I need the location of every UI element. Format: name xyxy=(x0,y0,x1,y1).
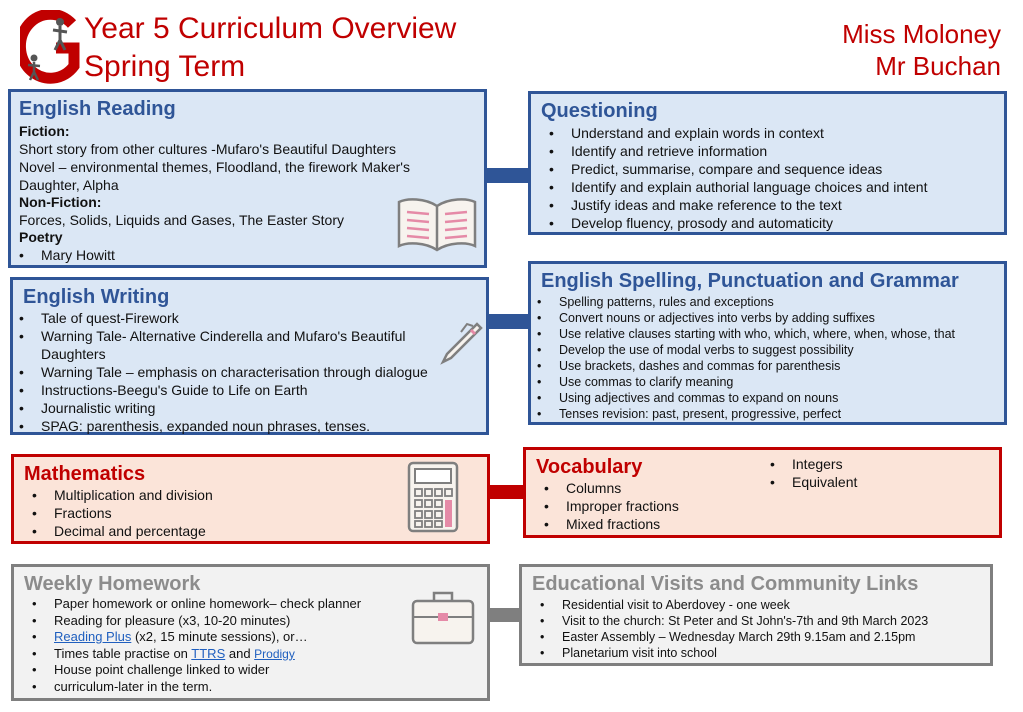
nonfiction-text: Forces, Solids, Liquids and Gases, The Easter Story xyxy=(19,212,345,228)
homework-item: • Reading for pleasure (x3, 10-20 minutes) xyxy=(54,613,477,630)
spag-item: • Spelling patterns, rules and exceptions xyxy=(559,294,994,310)
reading-plus-link[interactable]: Reading Plus xyxy=(54,629,132,644)
visits-item: • Planetarium visit into school xyxy=(562,645,980,661)
writing-item: • SPAG: parenthesis, expanded noun phrases, tenses. xyxy=(41,417,476,435)
vocab-item: • Improper fractions xyxy=(566,497,989,515)
mathematics-title: Mathematics xyxy=(24,463,146,485)
english-reading-panel xyxy=(8,89,487,268)
poetry-item: • Mary Howitt xyxy=(41,246,476,264)
connector-maths-vocab xyxy=(490,485,524,499)
questioning-item: • Understand and explain words in context xyxy=(571,124,994,142)
maths-item: • Decimal and percentage xyxy=(54,522,477,540)
title-line-1: Year 5 Curriculum Overview xyxy=(84,12,457,45)
visits-panel xyxy=(519,564,993,666)
open-book-icon xyxy=(395,196,479,259)
homework-item-text: and xyxy=(225,645,255,661)
writing-item: • Tale of quest-Firework xyxy=(41,309,476,327)
fiction-line-1: Short story from other cultures -Mufaro's Beautiful Daughters xyxy=(19,141,396,157)
teacher-name-2: Mr Buchan xyxy=(875,51,1001,81)
vocabulary-title: Vocabulary xyxy=(536,456,643,478)
questioning-item: • Identify and explain authorial language choices and intent xyxy=(571,178,994,196)
teachers xyxy=(842,18,1001,82)
fiction-label: Fiction: xyxy=(19,123,70,139)
spag-item: • Use relative clauses starting with who, which, where, when, whose, that xyxy=(559,326,994,342)
english-writing-panel xyxy=(10,277,489,435)
connector-reading-questioning xyxy=(487,168,529,183)
fiction-line-3: Daughter, Alpha xyxy=(19,177,119,193)
maths-item: • Multiplication and division xyxy=(54,486,477,504)
writing-item: • Warning Tale- Alternative Cinderella and Mufaro's Beautiful Daughters xyxy=(41,327,441,363)
spag-item: • Convert nouns or adjectives into verbs by adding suffixes xyxy=(559,310,994,326)
spag-item: • Develop the use of modal verbs to suggest possibility xyxy=(559,342,994,358)
connector-homework-visits xyxy=(490,608,520,622)
spag-item: • Use brackets, dashes and commas for parenthesis xyxy=(559,358,994,374)
questioning-item: • Develop fluency, prosody and automaticity xyxy=(571,214,994,232)
spag-item: • Using adjectives and commas to expand on nouns xyxy=(559,390,994,406)
vocab-item: • Equivalent xyxy=(792,473,857,491)
questioning-item: • Justify ideas and make reference to the text xyxy=(571,196,994,214)
poetry-label: Poetry xyxy=(19,229,63,245)
homework-item: • House point challenge linked to wider xyxy=(54,662,477,679)
questioning-panel xyxy=(528,91,1007,235)
vocab-item: • Mixed fractions xyxy=(566,515,989,533)
questioning-item: • Identify and retrieve information xyxy=(571,142,994,160)
questioning-title: Questioning xyxy=(541,100,658,122)
homework-item: • Paper homework or online homework– check planner xyxy=(54,596,477,613)
school-logo xyxy=(20,10,82,84)
homework-item-text: Times table practise on xyxy=(54,645,192,661)
maths-item: • Fractions xyxy=(54,504,477,522)
logo-g-icon xyxy=(20,10,82,84)
page-title xyxy=(84,10,456,86)
visits-title: Educational Visits and Community Links xyxy=(532,573,919,595)
visits-item: • Residential visit to Aberdovey - one week xyxy=(562,597,980,613)
writing-item: • Instructions-Beegu's Guide to Life on Earth xyxy=(41,381,476,399)
teacher-name-1: Miss Moloney xyxy=(842,19,1001,49)
english-writing-title: English Writing xyxy=(23,286,170,308)
writing-item: • Journalistic writing xyxy=(41,399,476,417)
homework-item-text: (x2, 15 minute sessions), or… xyxy=(131,629,308,644)
spag-item: • Tenses revision: past, present, progressive, perfect xyxy=(559,406,994,422)
homework-title: Weekly Homework xyxy=(24,573,201,595)
briefcase-icon xyxy=(410,587,476,652)
fiction-line-2: Novel – environmental themes, Floodland, the firework Maker's xyxy=(19,159,410,175)
connector-writing-spag xyxy=(489,314,529,329)
nonfiction-label: Non-Fiction: xyxy=(19,194,102,210)
homework-item: • curriculum-later in the term. xyxy=(54,679,477,696)
mathematics-panel xyxy=(11,454,490,544)
title-line-2: Spring Term xyxy=(84,50,246,83)
ttrs-link[interactable]: TTRS xyxy=(191,645,226,661)
pen-icon xyxy=(437,320,485,373)
spag-item: • Use commas to clarify meaning xyxy=(559,374,994,390)
homework-panel xyxy=(11,564,490,701)
visits-item: • Easter Assembly – Wednesday March 29th 9.15am and 2.15pm xyxy=(562,629,980,645)
english-reading-title: English Reading xyxy=(19,98,176,120)
vocab-item: • Integers xyxy=(792,455,857,473)
calculator-icon xyxy=(407,461,459,538)
writing-item: • Warning Tale – emphasis on characterisation through dialogue xyxy=(41,363,476,381)
visits-item: • Visit to the church: St Peter and St John's-7th and 9th March 2023 xyxy=(562,613,980,629)
vocab-item: • Columns xyxy=(566,479,989,497)
spag-panel xyxy=(528,261,1007,425)
questioning-item: • Predict, summarise, compare and sequence ideas xyxy=(571,160,994,178)
vocabulary-panel xyxy=(523,447,1002,538)
prodigy-link[interactable]: Prodigy xyxy=(254,646,295,661)
spag-title: English Spelling, Punctuation and Grammar xyxy=(541,270,959,292)
